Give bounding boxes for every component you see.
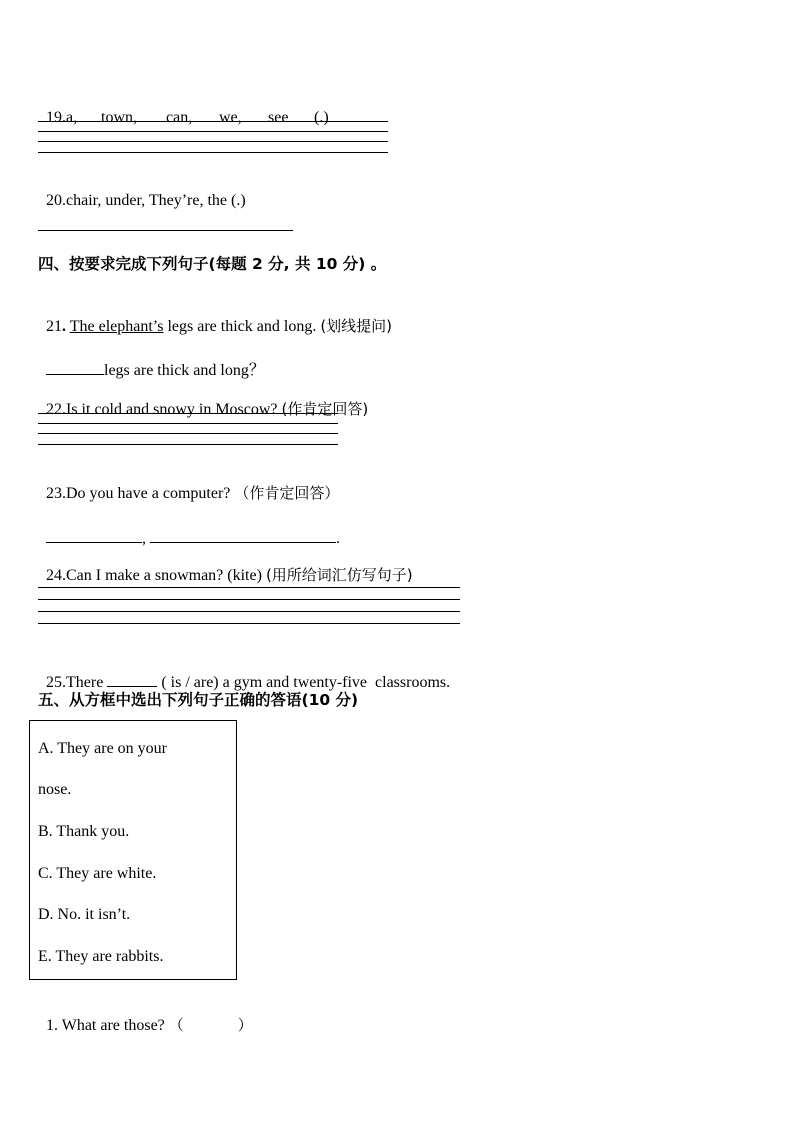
question-19 — [38, 88, 329, 128]
answer-text: legs are thick and long？ — [104, 362, 265, 379]
answer-line[interactable] — [38, 599, 460, 600]
answer-line[interactable] — [38, 611, 460, 612]
paren-open: （ — [168, 1016, 184, 1034]
question-21 — [38, 296, 392, 337]
question-number: 24. — [46, 567, 66, 584]
word: can, — [166, 109, 193, 126]
instruction: (用所给词汇仿写句子) — [265, 566, 413, 584]
answer-separator: , — [142, 530, 150, 547]
question-text: 1. What are those? — [46, 1017, 169, 1034]
question-24 — [38, 545, 413, 586]
question-1 — [38, 995, 253, 1036]
question-text: legs are thick and long. — [163, 318, 321, 335]
answer-21 — [38, 338, 265, 381]
answer-blank[interactable] — [46, 358, 104, 375]
question-number: 19. — [46, 109, 66, 126]
instruction: (划线提问) — [320, 317, 393, 335]
option-a-continued: nose. — [38, 781, 72, 798]
word: see — [268, 109, 289, 126]
word: a, — [66, 109, 78, 126]
answer-line[interactable] — [38, 121, 388, 122]
question-number: 20. — [46, 192, 66, 209]
paren-close: ） — [237, 1016, 253, 1034]
option-e: E. They are rabbits. — [38, 948, 164, 965]
question-text: There — [66, 674, 108, 691]
answer-line[interactable] — [38, 444, 338, 445]
option-c: C. They are white. — [38, 865, 157, 882]
instruction: (作肯定回答) — [281, 400, 369, 418]
option-a: A. They are on your — [38, 740, 167, 757]
instruction: （作肯定回答） — [234, 484, 340, 502]
answer-line[interactable] — [38, 433, 338, 434]
section-heading: 四、按要求完成下列句子(每题 2 分, 共 10 分) 。 — [38, 255, 387, 273]
question-23 — [38, 463, 339, 504]
question-number: 23. — [46, 485, 66, 502]
question-number: 22. — [46, 401, 66, 418]
question-text: Is it cold and snowy in Moscow? — [66, 401, 282, 418]
answer-line[interactable] — [38, 413, 338, 414]
answer-end: . — [336, 530, 340, 547]
question-text: Can I make a snowman? (kite) — [66, 567, 266, 584]
answer-line[interactable] — [38, 587, 460, 588]
question-number: 21 — [46, 318, 62, 335]
answer-line[interactable] — [38, 230, 293, 231]
question-25 — [38, 650, 450, 693]
option-d: D. No. it isn’t. — [38, 906, 131, 923]
options-box — [29, 720, 237, 980]
option-b: B. Thank you. — [38, 823, 130, 840]
answer-23 — [38, 506, 340, 549]
answer-blank[interactable] — [46, 526, 142, 543]
answer-blank[interactable] — [150, 526, 336, 543]
answer-line[interactable] — [38, 423, 338, 424]
question-text: ( is / are) a gym and twenty-five classrooms. — [157, 674, 451, 691]
answer-line[interactable] — [38, 623, 460, 624]
answer-line[interactable] — [38, 131, 388, 132]
word: we, — [219, 109, 242, 126]
question-text: chair, under, They’re, the (.) — [66, 192, 246, 209]
question-dot: . — [62, 318, 66, 335]
section-heading: 五、从方框中选出下列句子正确的答语(10 分) — [38, 691, 359, 709]
question-text: Do you have a computer? — [66, 485, 235, 502]
answer-line[interactable] — [38, 152, 388, 153]
word: town, — [101, 109, 137, 126]
question-number: 25. — [46, 674, 66, 691]
answer-line[interactable] — [38, 141, 388, 142]
word: (.) — [314, 109, 329, 126]
underlined-phrase: The elephant’s — [69, 318, 164, 335]
question-20 — [38, 171, 246, 211]
answer-blank[interactable] — [107, 670, 157, 687]
